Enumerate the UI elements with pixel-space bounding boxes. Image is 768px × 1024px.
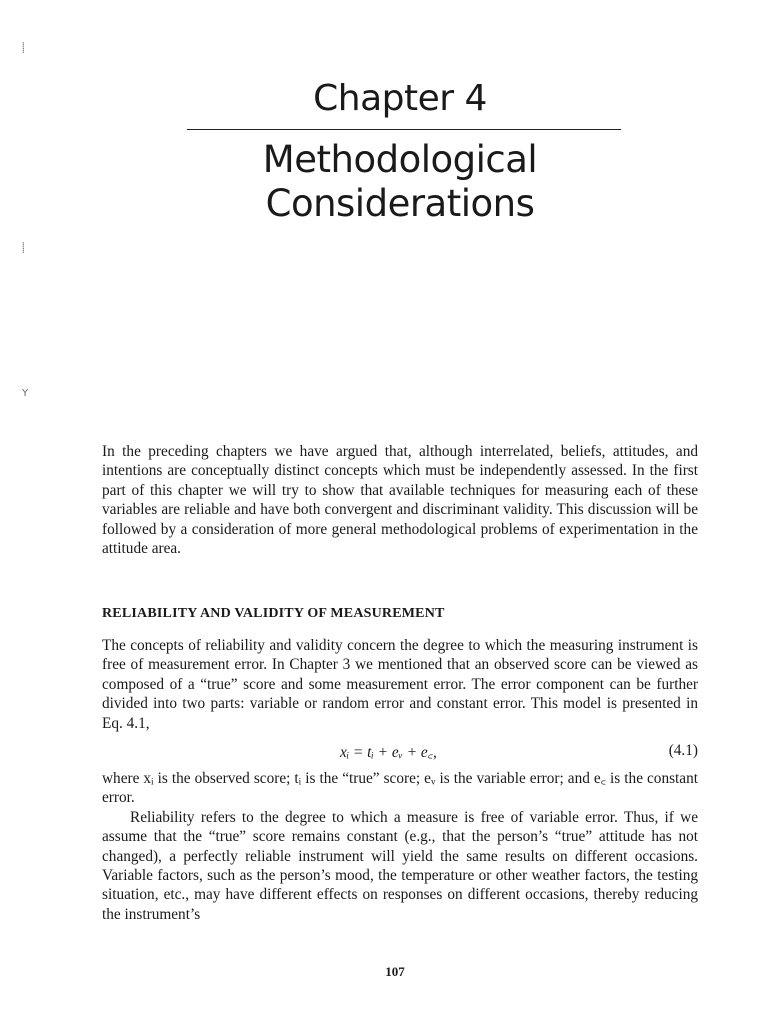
chapter-title — [0, 138, 768, 226]
section-paragraph-2: where xᵢ is the observed score; tᵢ is the “true” score; eᵥ is the variable error; and e꜀ is the constant error. — [102, 770, 698, 807]
margin-mark: ⸽ — [22, 43, 25, 54]
page-number: 107 — [385, 964, 405, 979]
intro-paragraph: In the preceding chapters we have argued that, although interrelated, beliefs, attitudes, and intentions are conceptually distinct concepts which must be independently assessed. In the first part of this chapter we will try to show that available techniques for measuring each of these variables are reliable and have both convergent and discriminant validity. This discussion will be followed by a consideration of more general methodological problems of experimentation in the attitude area. — [102, 443, 698, 558]
equation-number: (4.1) — [668, 742, 698, 759]
chapter-title-line-1: Methodological — [262, 138, 538, 181]
section-heading: RELIABILITY AND VALIDITY OF MEASUREMENT — [102, 606, 445, 621]
chapter-label: Chapter 4 — [313, 78, 487, 119]
margin-mark: ⸽ — [22, 243, 25, 254]
section-paragraph-1: The concepts of reliability and validity concern the degree to which the measuring instrument is free of measurement error. In Chapter 3 we mentioned that an observed score can be viewed as composed of a “true” score and some measurement error. The error component can be further divided into two parts: variable or random error and constant error. This model is presented in Eq. 4.1, — [102, 637, 698, 732]
equation-expression: xᵢ = tᵢ + eᵥ + e꜀, — [340, 744, 437, 761]
section-paragraph-3: Reliability refers to the degree to which a measure is free of variable error. Thus, if we assume that the “true” score remains constant (e.g., that the person’s “true” attitude has not changed), a perfectly reliable instrument will yield the same results on different occasions. Variable factors, such as the person’s mood, the temperature or other weather factors, the testing situation, etc., may have different effects on responses on different occasions, thereby reducing the instrument’s — [102, 808, 698, 923]
title-rule — [187, 129, 621, 130]
margin-mark: Y — [22, 388, 29, 399]
chapter-title-line-2: Considerations — [265, 182, 535, 225]
equation — [102, 742, 698, 762]
section-body-continued — [102, 769, 698, 924]
